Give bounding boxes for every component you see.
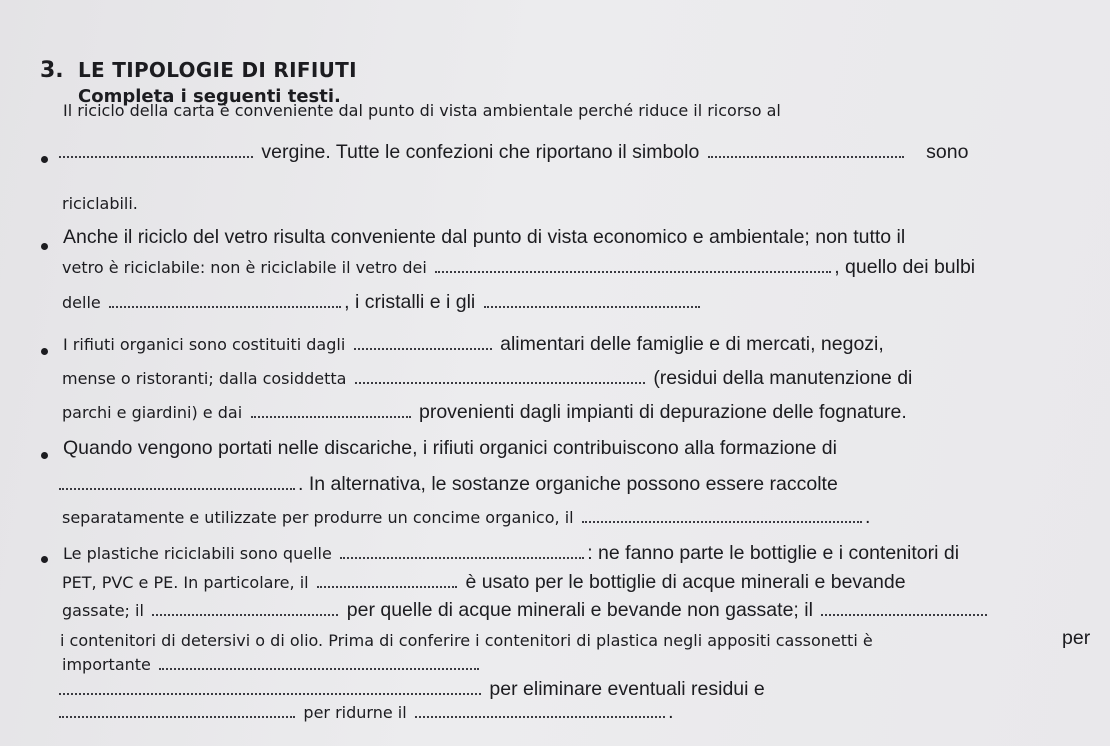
blank-p2-3[interactable] (484, 292, 700, 308)
blank-p5-1[interactable] (340, 543, 584, 559)
p5-line1: Le plastiche riciclabili sono quelle : ne fanno parte le bottiglie e i contenitori di (63, 542, 960, 564)
p5-line4: i contenitori di detersivi o di olio. Prima di conferire i contenitori di plastica negli appositi cassonetti è (60, 631, 873, 650)
blank-p3-1[interactable] (354, 334, 492, 350)
blank-p5-5[interactable] (159, 654, 479, 670)
p3-line3: parchi e giardini) e dai provenienti dagli impianti di depurazione delle fognature. (62, 401, 907, 423)
blank-p3-3[interactable] (251, 402, 411, 418)
p5-line3-end: per (1062, 627, 1091, 649)
p5-line7: per ridurne il . (56, 700, 674, 725)
p5-line5: importante (62, 652, 482, 677)
bullet-5 (41, 556, 48, 563)
blank-p1-1[interactable] (59, 142, 253, 158)
p3-line1: I rifiuti organici sono costituiti dagli alimentari delle famiglie e di mercati, negozi, (63, 333, 884, 355)
bullet-3 (41, 348, 48, 355)
exercise-title: LE TIPOLOGIE DI RIFIUTI (78, 58, 357, 82)
blank-p4-2[interactable] (582, 507, 862, 523)
blank-p5-7[interactable] (59, 702, 295, 718)
p2-line2: vetro è riciclabile: non è riciclabile il vetro dei , quello dei bulbi (62, 256, 976, 278)
blank-p1-2[interactable] (708, 142, 904, 158)
bullet-2 (41, 243, 48, 250)
blank-p5-6[interactable] (59, 679, 481, 695)
p1-line3: riciclabili. (62, 194, 138, 213)
p3-line2: mense o ristoranti; dalla cosiddetta (residui della manutenzione di (62, 367, 913, 389)
blank-p5-8[interactable] (415, 702, 665, 718)
blank-p4-1[interactable] (59, 474, 295, 490)
p4-line2: . In alternativa, le sostanze organiche possono essere raccolte (56, 472, 838, 496)
bullet-4 (41, 452, 48, 459)
p4-line3: separatamente e utilizzate per produrre un concime organico, il . (62, 506, 871, 528)
p1-line2: vergine. Tutte le confezioni che riportano il simbolo sono (56, 140, 968, 164)
exercise-instruction: Completa i seguenti testi. (78, 86, 341, 107)
p5-line3: gassate; il per quelle di acque minerali e bevande non gassate; il (62, 598, 990, 623)
bullet-1 (41, 156, 48, 163)
blank-p2-1[interactable] (435, 257, 831, 273)
blank-p5-2[interactable] (317, 572, 457, 588)
blank-p3-2[interactable] (355, 368, 645, 384)
blank-p5-3[interactable] (152, 600, 338, 616)
p4-line1: Quando vengono portati nelle discariche, i rifiuti organici contribuiscono alla formazione di (63, 437, 837, 459)
p2-line3: delle , i cristalli e i gli (62, 290, 703, 315)
exercise-number: 3. (40, 58, 64, 83)
blank-p2-2[interactable] (109, 292, 341, 308)
p2-line1: Anche il riciclo del vetro risulta conveniente dal punto di vista economico e ambientale; non tutto il (63, 226, 906, 248)
p5-line2: PET, PVC e PE. In particolare, il è usato per le bottiglie di acque minerali e bevande (62, 571, 906, 593)
p5-line6: per eliminare eventuali residui e (56, 677, 765, 701)
blank-p5-4[interactable] (821, 600, 987, 616)
p1-line1: Il riciclo della carta è conveniente dal punto di vista ambientale perché riduce il ricorso al (63, 101, 781, 120)
